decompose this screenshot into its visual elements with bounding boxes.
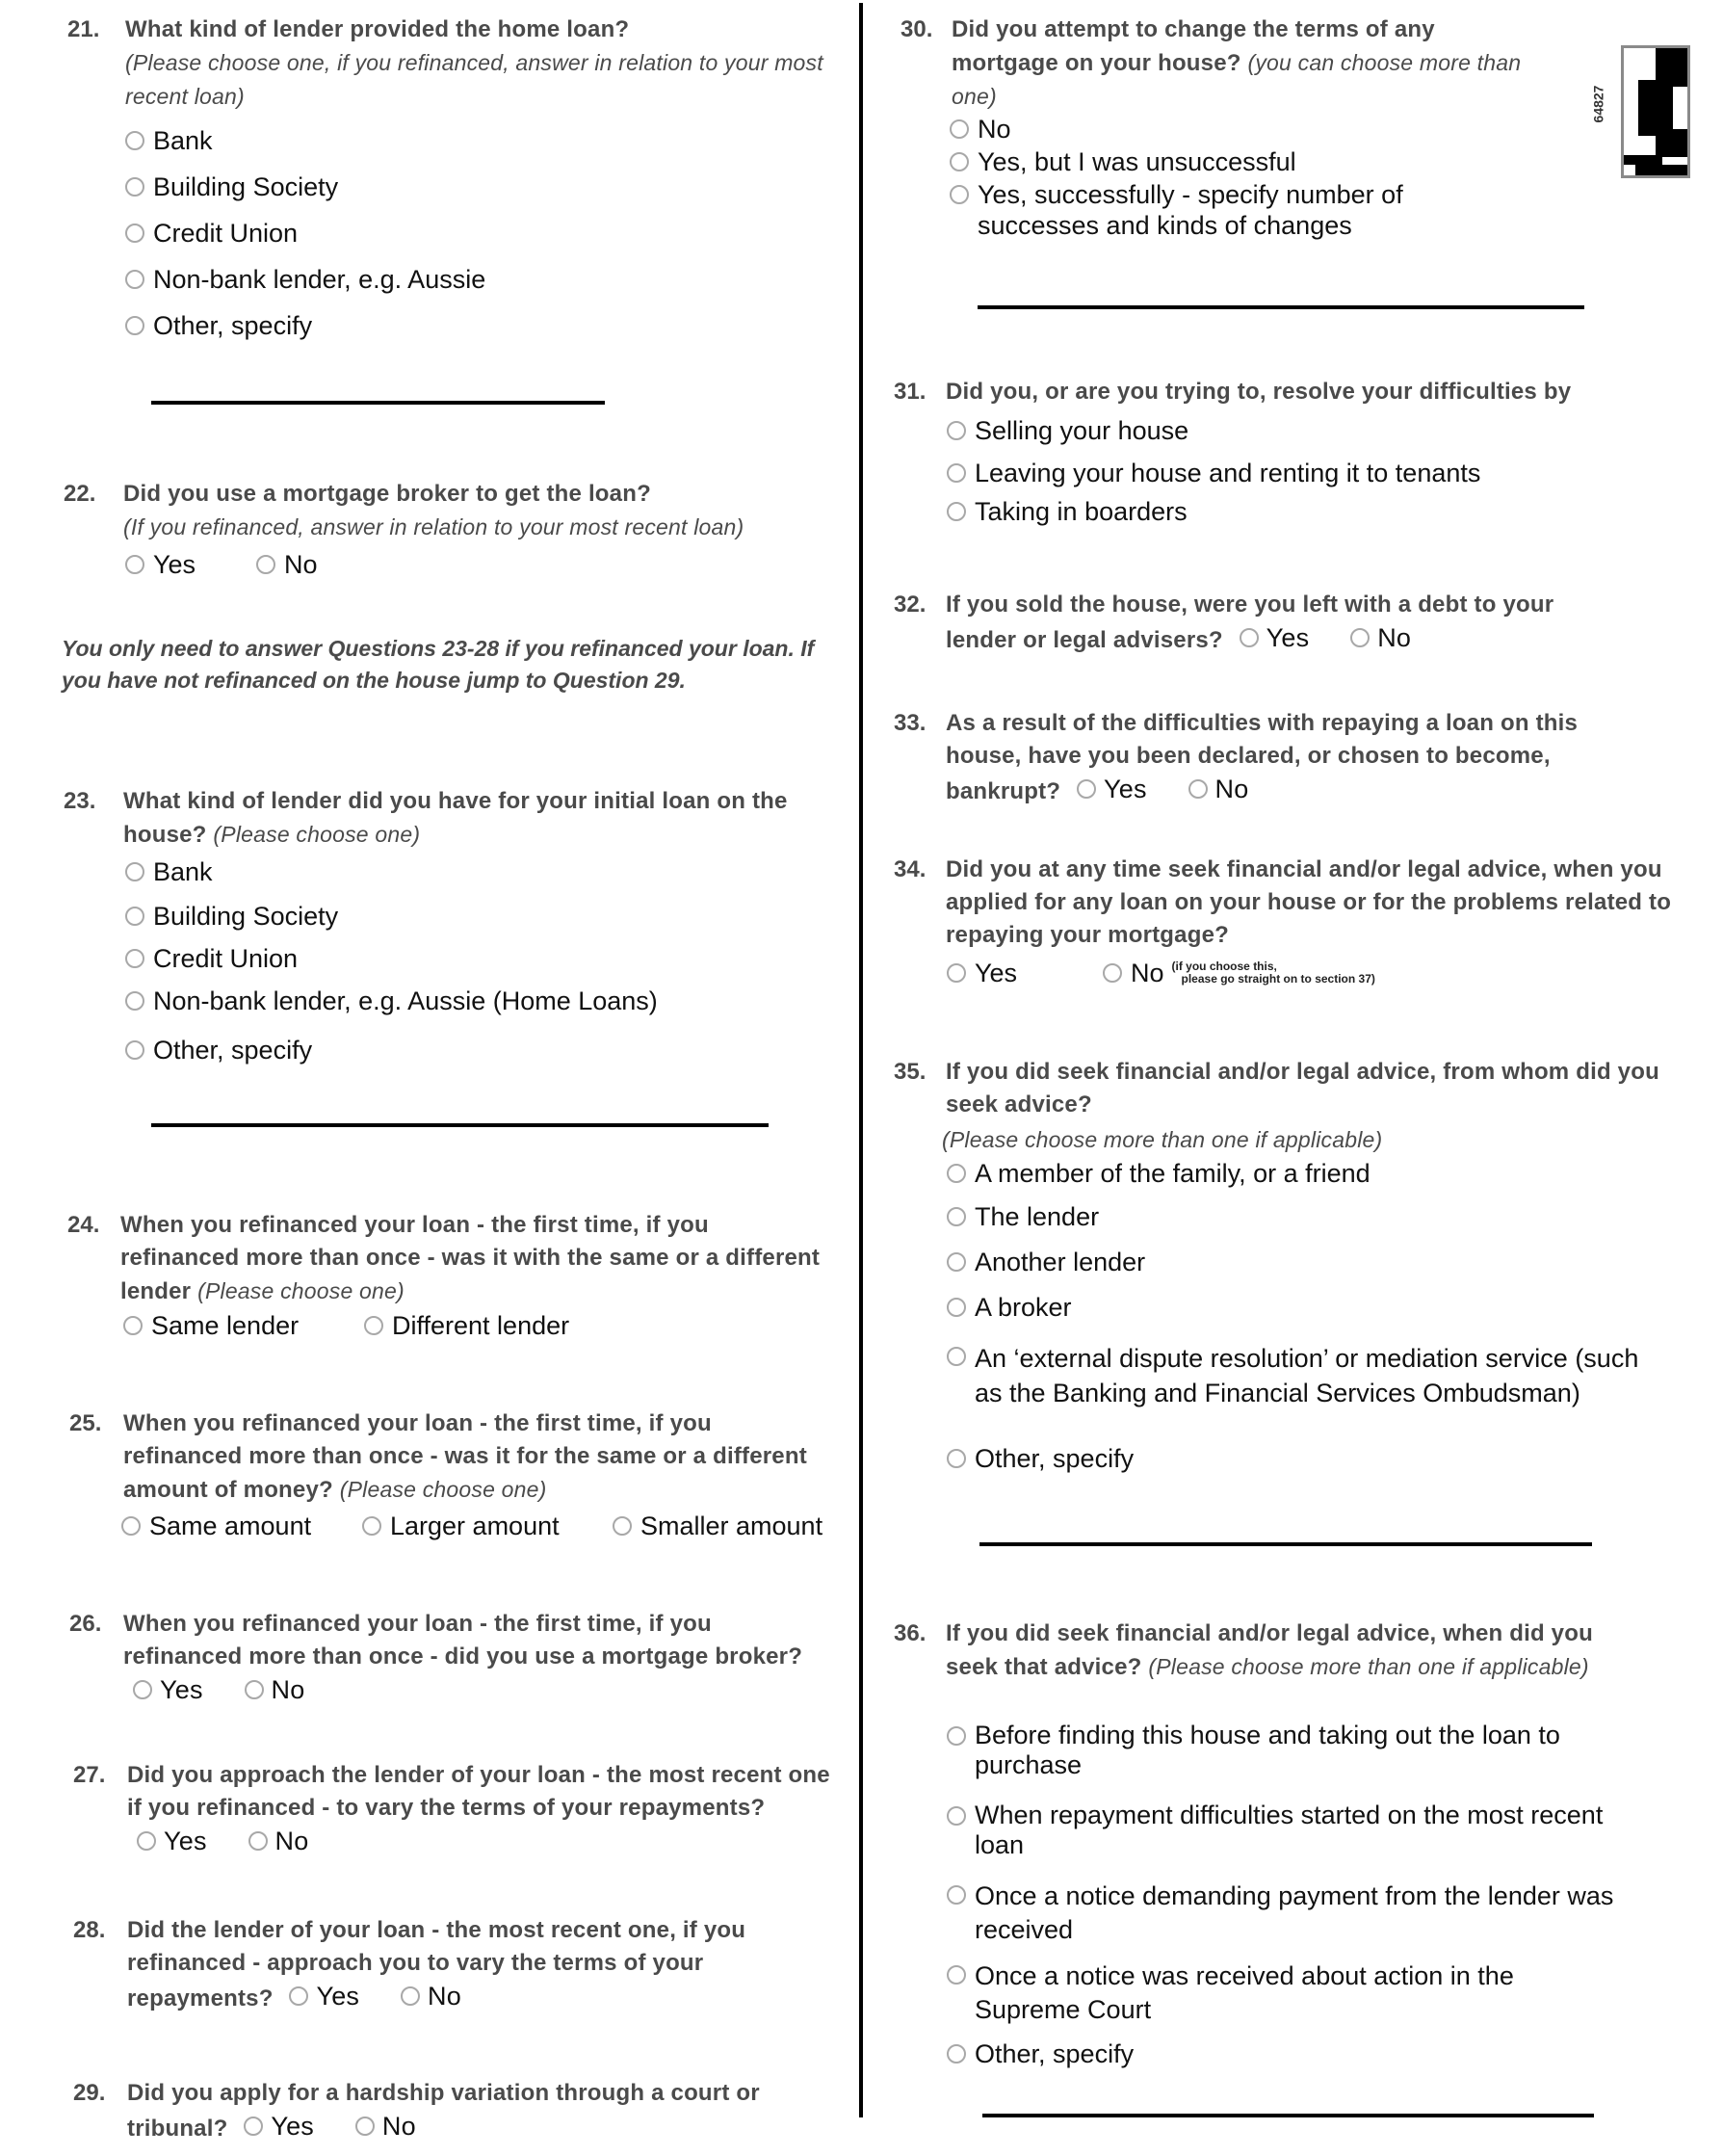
question-text bbox=[123, 1407, 826, 1507]
q35-other-specify-field[interactable] bbox=[979, 1542, 1592, 1546]
q35-option-family[interactable] bbox=[947, 1158, 1371, 1189]
question-label: Did you use a mortgage broker to get the loan? bbox=[123, 481, 651, 507]
option-label: Bank bbox=[153, 126, 213, 155]
option-label: Leaving your house and renting it to tenants bbox=[975, 459, 1481, 487]
radio-icon[interactable] bbox=[125, 316, 144, 335]
question-number: 28. bbox=[73, 1917, 106, 1943]
q34-no-skip-note bbox=[1172, 960, 1375, 986]
radio-icon[interactable] bbox=[947, 1726, 966, 1746]
option-label: Yes bbox=[271, 2112, 314, 2141]
q28-option-no[interactable] bbox=[401, 1980, 461, 2012]
q25-option-larger-amount[interactable] bbox=[362, 1511, 560, 1541]
q21-other-specify-field[interactable] bbox=[151, 401, 605, 405]
option-label: No bbox=[271, 1675, 305, 1704]
question-number: 32. bbox=[894, 592, 927, 618]
option-label: Other, specify bbox=[975, 1444, 1135, 1473]
option-label: An ‘external dispute resolution’ or mediation service (such as the Banking and Financial Services Ombudsman) bbox=[975, 1344, 1639, 1407]
question-number: 30. bbox=[901, 16, 933, 42]
option-label: Yes bbox=[164, 1827, 207, 1855]
question-number: 33. bbox=[894, 710, 927, 736]
question-number: 36. bbox=[894, 1620, 927, 1646]
question-label: When you refinanced your loan - the first time, if you refinanced more than once - did you use a mortgage broker? bbox=[123, 1611, 803, 1670]
radio-icon[interactable] bbox=[401, 1986, 420, 2006]
option-label: Yes bbox=[1104, 775, 1147, 803]
radio-icon[interactable] bbox=[364, 1316, 383, 1335]
option-label: Building Society bbox=[153, 902, 339, 931]
q35-option-broker[interactable] bbox=[947, 1292, 1072, 1323]
option-label: A broker bbox=[975, 1293, 1072, 1322]
question-number: 22. bbox=[64, 481, 96, 507]
option-label: The lender bbox=[975, 1202, 1100, 1231]
q36-other-specify-field[interactable] bbox=[982, 2114, 1594, 2117]
radio-icon[interactable] bbox=[1188, 779, 1208, 799]
barcode-icon bbox=[1621, 45, 1690, 178]
question-number: 23. bbox=[64, 788, 96, 814]
radio-icon[interactable] bbox=[947, 963, 966, 983]
question-label: Did you approach the lender of your loan - the most recent one if you refinanced - to vary the terms of your repayments? bbox=[127, 1762, 830, 1821]
question-text bbox=[125, 13, 828, 114]
radio-icon[interactable] bbox=[125, 949, 144, 968]
question-hint: (you can choose more than one) bbox=[952, 50, 1522, 109]
q35-option-other[interactable] bbox=[947, 1443, 1134, 1474]
question-text bbox=[952, 13, 1529, 114]
radio-icon[interactable] bbox=[244, 2117, 263, 2136]
q33-option-no[interactable] bbox=[1188, 773, 1249, 805]
radio-icon[interactable] bbox=[362, 1516, 381, 1536]
radio-icon[interactable] bbox=[947, 1449, 966, 1468]
question-text bbox=[120, 1209, 823, 1308]
question-number: 35. bbox=[894, 1059, 927, 1085]
option-label: Selling your house bbox=[975, 416, 1189, 445]
q22-option-no[interactable] bbox=[256, 549, 318, 580]
q23-option-building-society[interactable] bbox=[125, 901, 338, 932]
q27-option-no[interactable] bbox=[248, 1825, 309, 1857]
option-label: No bbox=[1377, 623, 1412, 652]
question-text bbox=[123, 1608, 817, 1709]
question-text: If you did seek financial and/or legal advice, from whom did you seek advice? bbox=[946, 1059, 1659, 1117]
question-label: What kind of lender did you have for your initial loan on the house? bbox=[123, 788, 788, 848]
q36-option-before-finding[interactable] bbox=[947, 1721, 1640, 1780]
q23-option-bank[interactable] bbox=[125, 856, 213, 887]
option-label: Bank bbox=[153, 857, 213, 886]
question-text: Did you, or are you trying to, resolve your difficulties by bbox=[946, 379, 1572, 405]
q35-option-another-lender[interactable] bbox=[947, 1247, 1145, 1277]
option-label: Non-bank lender, e.g. Aussie (Home Loans) bbox=[153, 986, 658, 1015]
radio-icon[interactable] bbox=[947, 463, 966, 483]
q30-specify-field[interactable] bbox=[978, 305, 1584, 309]
question-text bbox=[123, 478, 865, 544]
q23-option-non-bank[interactable] bbox=[125, 986, 658, 1016]
q36-option-demand-notice[interactable] bbox=[947, 1880, 1640, 1947]
q29-option-yes[interactable] bbox=[244, 2110, 314, 2143]
option-label: Taking in boarders bbox=[975, 497, 1188, 526]
option-label: No bbox=[284, 550, 318, 579]
question-number: 26. bbox=[69, 1611, 102, 1637]
radio-icon[interactable] bbox=[947, 1885, 966, 1905]
q21-option-building-society[interactable] bbox=[125, 171, 338, 202]
question-text bbox=[127, 2077, 830, 2145]
q26-option-yes[interactable] bbox=[133, 1673, 203, 1706]
skip-note-line-1: (if you choose this, bbox=[1171, 960, 1277, 973]
radio-icon[interactable] bbox=[947, 1207, 966, 1226]
q21-option-non-bank[interactable] bbox=[125, 264, 485, 295]
question-number: 21. bbox=[67, 16, 100, 42]
question-label: Did the lender of your loan - the most recent one, if you refinanced - approach you to vary the terms of your repayments? bbox=[127, 1917, 746, 2011]
q24-option-different-lender[interactable] bbox=[364, 1310, 569, 1341]
question-number: 29. bbox=[73, 2080, 106, 2106]
question-text bbox=[123, 785, 836, 852]
option-label: No bbox=[274, 1827, 309, 1855]
option-label: Once a notice was received about action in the Supreme Court bbox=[975, 1961, 1514, 2024]
radio-icon[interactable] bbox=[1103, 963, 1122, 983]
q30-option-unsuccessful[interactable] bbox=[950, 146, 1296, 177]
option-label: Larger amount bbox=[390, 1512, 560, 1540]
option-label: Yes, successfully - specify number of successes and kinds of changes bbox=[978, 180, 1403, 240]
option-label: Yes bbox=[160, 1675, 203, 1704]
radio-icon[interactable] bbox=[947, 1252, 966, 1272]
question-label: When you refinanced your loan - the first time, if you refinanced more than once - was it for the same or a different amount of money? bbox=[123, 1410, 807, 1503]
option-label: Smaller amount bbox=[640, 1512, 823, 1540]
option-label: Same lender bbox=[151, 1311, 300, 1340]
radio-icon[interactable] bbox=[123, 1316, 143, 1335]
skip-note-line-2: please go straight on to section 37) bbox=[1181, 972, 1375, 986]
q31-option-boarders[interactable] bbox=[947, 496, 1188, 527]
q36-option-difficulties-started[interactable] bbox=[947, 1801, 1640, 1860]
q34-option-yes[interactable] bbox=[947, 958, 1017, 988]
radio-icon[interactable] bbox=[947, 1298, 966, 1317]
q21-option-bank[interactable] bbox=[125, 125, 213, 156]
question-text bbox=[127, 1914, 801, 2015]
radio-icon[interactable] bbox=[1077, 779, 1096, 799]
question-text bbox=[946, 1617, 1639, 1684]
question-hint: (Please choose one) bbox=[213, 822, 421, 847]
radio-icon[interactable] bbox=[125, 177, 144, 197]
radio-icon[interactable] bbox=[1240, 628, 1259, 647]
radio-icon[interactable] bbox=[947, 502, 966, 521]
question-label: Did you apply for a hardship variation through a court or tribunal? bbox=[127, 2080, 760, 2142]
option-label: No bbox=[1214, 775, 1249, 803]
q32-option-yes[interactable] bbox=[1240, 621, 1310, 654]
radio-icon[interactable] bbox=[947, 421, 966, 440]
radio-icon[interactable] bbox=[125, 991, 144, 1011]
option-label: No bbox=[978, 115, 1011, 144]
radio-icon[interactable] bbox=[125, 555, 144, 574]
radio-icon[interactable] bbox=[248, 1831, 268, 1851]
radio-icon[interactable] bbox=[245, 1680, 264, 1699]
question-number: 31. bbox=[894, 379, 927, 405]
radio-icon[interactable] bbox=[125, 907, 144, 926]
question-text: Did you at any time seek financial and/or legal advice, when you applied for any loan on your house or for the problems related to repaying your mortgage? bbox=[946, 856, 1672, 948]
q25-option-same-amount[interactable] bbox=[121, 1511, 311, 1541]
question-number: 27. bbox=[73, 1762, 106, 1788]
option-label: Different lender bbox=[392, 1311, 570, 1340]
radio-icon[interactable] bbox=[950, 152, 969, 171]
q30-option-successful[interactable] bbox=[950, 179, 1489, 241]
skip-instruction-note: You only need to answer Questions 23-28 if you refinanced your loan. If you have not refinanced on the house jump to Question 29. bbox=[62, 636, 815, 693]
radio-icon[interactable] bbox=[1350, 628, 1370, 647]
q25-option-smaller-amount[interactable] bbox=[613, 1511, 822, 1541]
q23-option-credit-union[interactable] bbox=[125, 943, 298, 974]
option-label: Yes bbox=[1266, 623, 1310, 652]
option-label: Yes, but I was unsuccessful bbox=[978, 147, 1296, 176]
q23-other-specify-field[interactable] bbox=[151, 1123, 769, 1127]
radio-icon[interactable] bbox=[133, 1680, 152, 1699]
q22-option-yes[interactable] bbox=[125, 549, 196, 580]
question-label: What kind of lender provided the home loan? bbox=[125, 16, 630, 42]
option-label: Other, specify bbox=[975, 2039, 1135, 2068]
q27-option-yes[interactable] bbox=[137, 1825, 207, 1857]
q26-option-no[interactable] bbox=[245, 1673, 305, 1706]
option-label: No bbox=[381, 2112, 416, 2141]
q23-option-other[interactable] bbox=[125, 1035, 312, 1065]
question-hint: (Please choose one, if you refinanced, answer in relation to your most recent loan) bbox=[125, 50, 823, 109]
question-number: 34. bbox=[894, 856, 927, 882]
q31-option-renting[interactable] bbox=[947, 458, 1480, 488]
q30-option-no[interactable] bbox=[950, 114, 1011, 145]
column-divider bbox=[859, 3, 863, 2117]
option-label: Credit Union bbox=[153, 944, 299, 973]
q33-option-yes[interactable] bbox=[1077, 773, 1147, 805]
option-label: Before finding this house and taking out the loan to purchase bbox=[975, 1721, 1560, 1779]
question-text bbox=[127, 1759, 830, 1860]
q21-option-other[interactable] bbox=[125, 310, 312, 341]
question-label: If you did seek financial and/or legal advice, when did you seek that advice? bbox=[946, 1620, 1593, 1680]
option-label: Other, specify bbox=[153, 311, 313, 340]
q29-option-no[interactable] bbox=[355, 2110, 416, 2143]
radio-icon[interactable] bbox=[125, 131, 144, 150]
radio-icon[interactable] bbox=[256, 555, 275, 574]
q36-option-other[interactable] bbox=[947, 2038, 1134, 2069]
question-text bbox=[946, 589, 1601, 657]
q35-option-edr-service[interactable] bbox=[947, 1341, 1659, 1410]
radio-icon[interactable] bbox=[950, 185, 969, 204]
option-label: No bbox=[1131, 959, 1164, 987]
q32-option-no[interactable] bbox=[1350, 621, 1411, 654]
radio-icon[interactable] bbox=[613, 1516, 632, 1536]
option-label: Building Society bbox=[153, 172, 339, 201]
option-label: Yes bbox=[316, 1982, 360, 2011]
option-label: Yes bbox=[153, 550, 196, 579]
radio-icon[interactable] bbox=[950, 119, 969, 139]
option-label: A member of the family, or a friend bbox=[975, 1159, 1371, 1188]
radio-icon[interactable] bbox=[947, 1806, 966, 1826]
q28-option-yes[interactable] bbox=[289, 1980, 359, 2012]
q34-option-no[interactable] bbox=[1103, 958, 1375, 988]
radio-icon[interactable] bbox=[289, 1986, 308, 2006]
q24-option-same-lender[interactable] bbox=[123, 1310, 299, 1341]
question-hint: (If you refinanced, answer in relation to your most recent loan) bbox=[123, 514, 744, 539]
radio-icon[interactable] bbox=[947, 1965, 966, 1985]
option-label: Non-bank lender, e.g. Aussie bbox=[153, 265, 486, 294]
radio-icon[interactable] bbox=[947, 1164, 966, 1183]
question-label: As a result of the difficulties with repaying a loan on this house, have you been declared, or chosen to become, bankrupt? bbox=[946, 710, 1579, 804]
option-label: Another lender bbox=[975, 1248, 1146, 1276]
radio-icon[interactable] bbox=[947, 1347, 966, 1366]
radio-icon[interactable] bbox=[125, 270, 144, 289]
question-label: When you refinanced your loan - the first time, if you refinanced more than once - was it with the same or a different lender bbox=[120, 1212, 821, 1304]
radio-icon[interactable] bbox=[125, 1040, 144, 1060]
radio-icon[interactable] bbox=[947, 2044, 966, 2064]
radio-icon[interactable] bbox=[125, 862, 144, 881]
question-label: Did you attempt to change the terms of any mortgage on your house? bbox=[952, 16, 1435, 76]
question-label: If you sold the house, were you left with a debt to your lender or legal advisers? bbox=[946, 592, 1554, 653]
option-label: Yes bbox=[975, 959, 1018, 987]
option-label: Credit Union bbox=[153, 219, 299, 248]
q35-option-lender[interactable] bbox=[947, 1201, 1099, 1232]
q36-option-supreme-court[interactable] bbox=[947, 1959, 1544, 2027]
question-hint: (Please choose more than one if applicable) bbox=[942, 1127, 1383, 1152]
radio-icon[interactable] bbox=[137, 1831, 156, 1851]
radio-icon[interactable] bbox=[121, 1516, 141, 1536]
question-number: 24. bbox=[67, 1212, 100, 1238]
question-hint: (Please choose one) bbox=[339, 1477, 547, 1502]
option-label: Other, specify bbox=[153, 1036, 313, 1065]
question-hint: (Please choose more than one if applicable) bbox=[1148, 1654, 1589, 1679]
radio-icon[interactable] bbox=[125, 223, 144, 243]
q21-option-credit-union[interactable] bbox=[125, 218, 298, 249]
question-hint: (Please choose one) bbox=[197, 1278, 405, 1303]
option-label: Same amount bbox=[149, 1512, 312, 1540]
page-id-label: 64827 bbox=[1590, 85, 1606, 123]
q31-option-selling[interactable] bbox=[947, 415, 1188, 446]
option-label: When repayment difficulties started on the most recent loan bbox=[975, 1801, 1604, 1859]
option-label: No bbox=[428, 1982, 461, 2011]
question-number: 25. bbox=[69, 1410, 102, 1436]
option-label: Once a notice demanding payment from the lender was received bbox=[975, 1881, 1614, 1944]
radio-icon[interactable] bbox=[355, 2117, 375, 2136]
question-text bbox=[946, 707, 1639, 808]
